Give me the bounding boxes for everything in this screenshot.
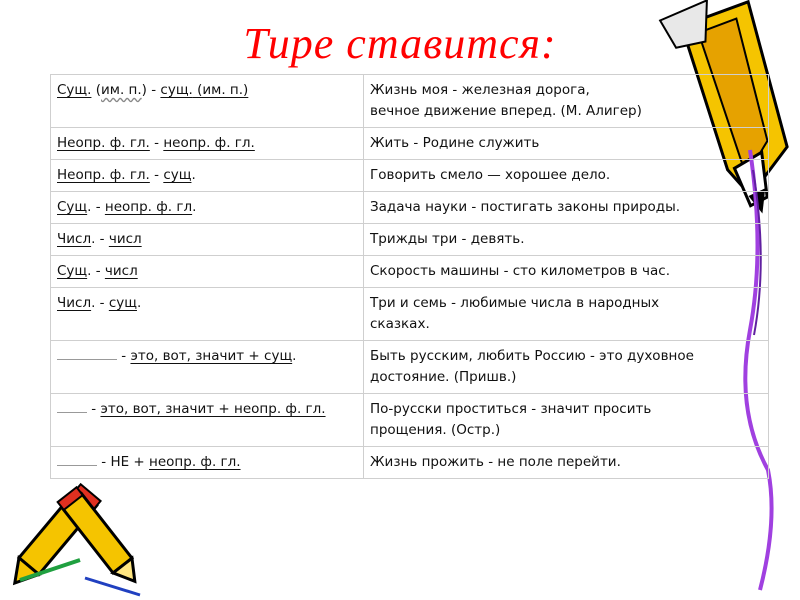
example-sentence-cell: Жизнь прожить - не поле перейти. bbox=[364, 447, 769, 479]
underlined-term: числ bbox=[104, 263, 138, 279]
table-row bbox=[51, 394, 769, 447]
pattern-text: - НЕ + bbox=[97, 454, 150, 470]
pattern-text: . bbox=[191, 167, 196, 183]
underlined-term: неопр. ф. гл. bbox=[149, 454, 241, 470]
crayons-illustration-left bbox=[0, 480, 170, 600]
example-sentence-cell: Быть русским, любить Россию - это духовное достояние. (Пришв.) bbox=[364, 341, 769, 394]
underlined-term: неопр. ф. гл bbox=[104, 199, 193, 215]
example-sentence-cell: Жить - Родине служить bbox=[364, 128, 769, 160]
underlined-term: Сущ. bbox=[57, 82, 92, 98]
table-row bbox=[51, 128, 769, 160]
blank-line bbox=[57, 411, 87, 413]
table-row bbox=[51, 256, 769, 288]
example-sentence-cell: Скорость машины - сто километров в час. bbox=[364, 256, 769, 288]
pattern-text: . - bbox=[87, 263, 105, 279]
example-sentence-cell: Жизнь моя - железная дорога, вечное движение вперед. (М. Алигер) bbox=[364, 75, 769, 128]
table-row bbox=[51, 224, 769, 256]
pattern-text: - bbox=[149, 167, 164, 183]
underlined-term: сущ bbox=[163, 167, 192, 183]
table-row bbox=[51, 160, 769, 192]
blank-line bbox=[57, 358, 117, 360]
underlined-term: Сущ bbox=[57, 263, 88, 279]
underlined-term: неопр. ф. гл. bbox=[163, 135, 255, 151]
underlined-term: Числ bbox=[57, 231, 92, 247]
table-row bbox=[51, 447, 769, 479]
pattern-text: . - bbox=[91, 295, 109, 311]
pattern-text: . bbox=[292, 348, 297, 364]
underlined-term: это, вот, значит + сущ bbox=[130, 348, 293, 364]
pattern-text: . bbox=[136, 295, 142, 311]
example-sentence-cell: Говорить смело — хорошее дело. bbox=[364, 160, 769, 192]
underlined-term: Числ bbox=[57, 295, 92, 311]
underlined-term: Неопр. ф. гл. bbox=[57, 135, 150, 151]
rule-pattern-cell bbox=[51, 128, 364, 160]
rule-pattern-cell bbox=[51, 394, 364, 447]
pattern-text: - bbox=[149, 135, 164, 151]
rule-pattern-cell bbox=[51, 224, 364, 256]
pattern-text: - bbox=[117, 348, 131, 364]
table-row bbox=[51, 288, 769, 341]
example-sentence-cell: Три и семь - любимые числа в народных сказках. bbox=[364, 288, 769, 341]
underlined-term: им. п. bbox=[101, 82, 142, 98]
underlined-term: Сущ bbox=[57, 199, 88, 215]
underlined-term: (им. п.) bbox=[192, 82, 249, 98]
pattern-text: ) - bbox=[141, 82, 161, 98]
example-sentence-cell: Задача науки - постигать законы природы. bbox=[364, 192, 769, 224]
underlined-term: это, вот, значит + неопр. ф. гл. bbox=[100, 401, 326, 417]
pattern-text: ( bbox=[91, 82, 101, 98]
underlined-term: Неопр. ф. гл. bbox=[57, 167, 150, 183]
dash-rules-table bbox=[50, 74, 762, 479]
rule-pattern-cell bbox=[51, 192, 364, 224]
rule-pattern-cell bbox=[51, 288, 364, 341]
pattern-text: . - bbox=[87, 199, 105, 215]
rule-pattern-cell bbox=[51, 160, 364, 192]
table-row bbox=[51, 192, 769, 224]
pattern-text: . bbox=[192, 199, 197, 215]
underlined-term: сущ. bbox=[160, 82, 193, 98]
example-sentence-cell: Трижды три - девять. bbox=[364, 224, 769, 256]
table-row bbox=[51, 75, 769, 128]
rule-pattern-cell bbox=[51, 341, 364, 394]
rule-pattern-cell bbox=[51, 447, 364, 479]
table-row bbox=[51, 341, 769, 394]
slide-title: Тире ставится: bbox=[243, 19, 557, 68]
pattern-text: . - bbox=[91, 231, 109, 247]
rule-pattern-cell bbox=[51, 256, 364, 288]
rule-pattern-cell bbox=[51, 75, 364, 128]
blank-line bbox=[57, 464, 97, 466]
underlined-term: числ bbox=[108, 231, 142, 247]
example-sentence-cell: По-русски проститься - значит просить прощения. (Остр.) bbox=[364, 394, 769, 447]
underlined-term: сущ bbox=[108, 295, 137, 311]
pattern-text: - bbox=[87, 401, 101, 417]
